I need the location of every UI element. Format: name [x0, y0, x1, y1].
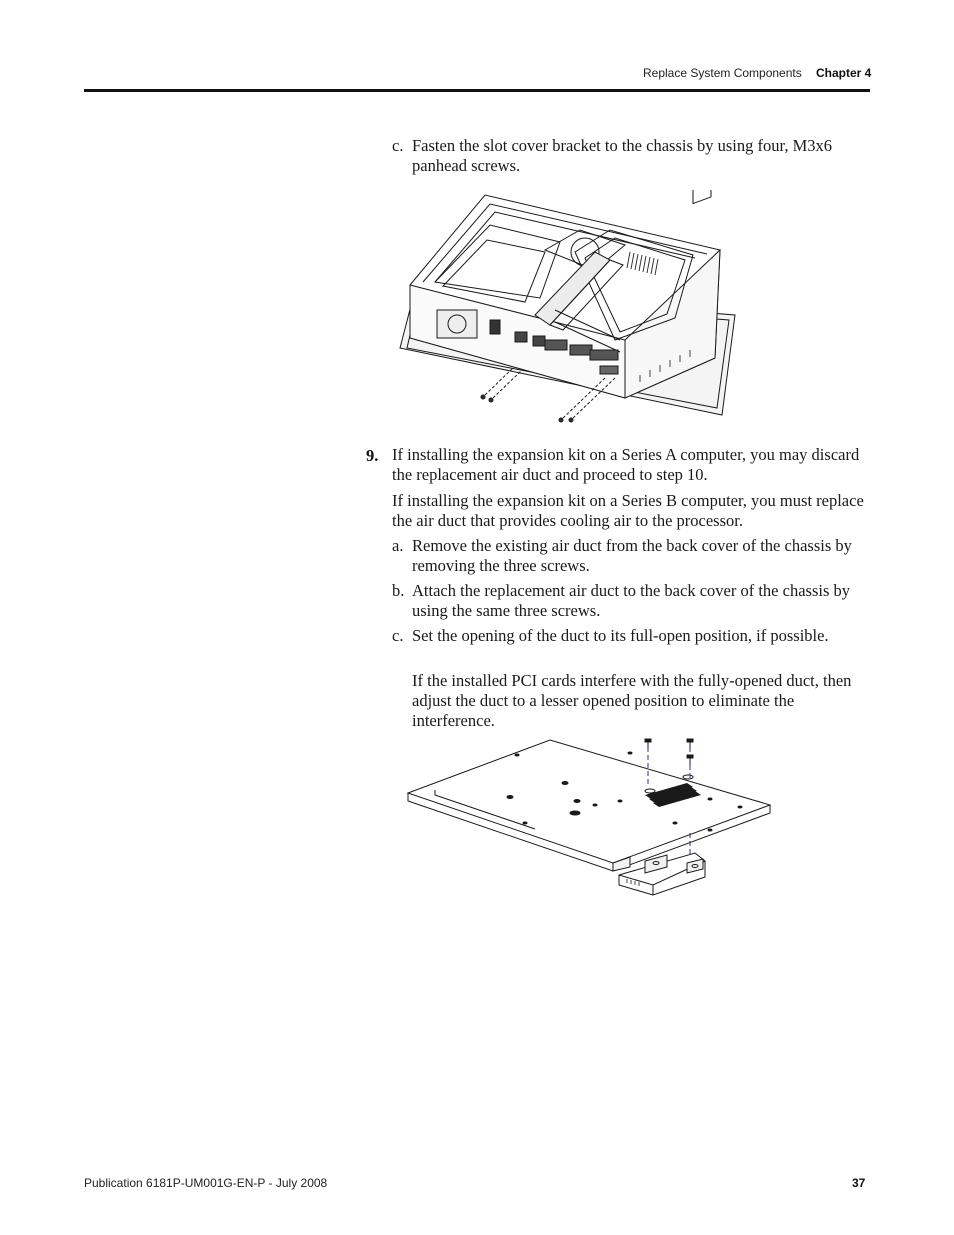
step-8c-text: Fasten the slot cover bracket to the chassis by using four, M3x6 panhead screws. — [412, 136, 833, 175]
step-8c-marker: c. — [392, 136, 404, 155]
running-header-chapter: Chapter 4 — [816, 66, 872, 80]
step-9b-text: Attach the replacement air duct to the back cover of the chassis by using the same three screws. — [412, 581, 850, 620]
step-9c — [392, 626, 870, 646]
running-header-section: Replace System Components — [643, 66, 802, 80]
footer-publication: Publication 6181P-UM001G-EN-P - July 2008 — [84, 1176, 328, 1190]
header-rule — [84, 89, 870, 92]
step-9a — [392, 536, 870, 576]
step-9-series-b: If installing the expansion kit on a Series B computer, you must replace the air duct that provides cooling air to the processor. — [392, 491, 864, 530]
step-9b-marker: b. — [392, 581, 405, 600]
step-9c-marker: c. — [392, 626, 404, 645]
step-9a-marker: a. — [392, 536, 404, 555]
step-9c-text: Set the opening of the duct to its full-open position, if possible. — [412, 626, 829, 645]
page-number: 37 — [852, 1176, 866, 1190]
air-duct-back-cover-figure — [405, 735, 775, 905]
step-8c — [392, 136, 870, 176]
chassis-slot-cover-figure — [395, 190, 740, 425]
step-9-intro: If installing the expansion kit on a Series A computer, you may discard the replacement air duct and proceed to step 10. — [392, 445, 860, 484]
step-9a-text: Remove the existing air duct from the back cover of the chassis by removing the three screws. — [412, 536, 852, 575]
step-9b — [392, 581, 870, 621]
step-9-number: 9. — [366, 446, 379, 465]
step-9c-note: If the installed PCI cards interfere with the fully-opened duct, then adjust the duct to a lesser opened position to eliminate the interference. — [412, 671, 852, 730]
